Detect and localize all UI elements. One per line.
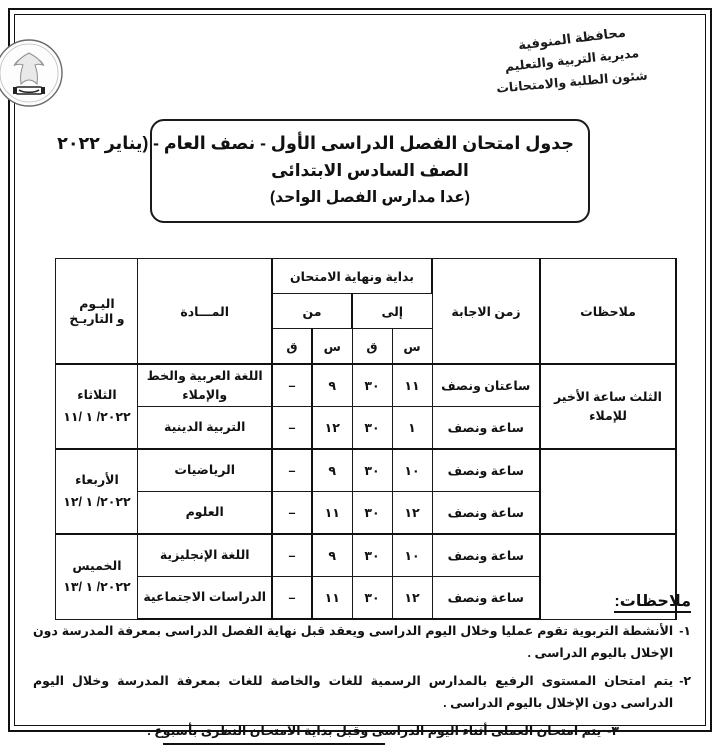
- cell-to-minute: ٣٠: [352, 492, 392, 535]
- subject-line-1: العلوم: [185, 505, 224, 520]
- notes-section: [33, 591, 691, 748]
- subject-line-1: الدراسات الاجتماعية: [143, 590, 267, 605]
- list-item: [33, 721, 691, 743]
- cell-subject: [138, 364, 272, 407]
- cell-to-hour: ١١: [392, 364, 432, 407]
- cell-subject: [138, 534, 272, 577]
- day-date-label-line2: و التاريـخ: [69, 312, 125, 326]
- page-title: جدول امتحان الفصل الدراسى الأول - نصف العام - (يناير ٢٠٢٢: [57, 133, 574, 153]
- day-name: الثلاثاء: [77, 388, 117, 403]
- document-title-box: [57, 119, 590, 223]
- page-content: [15, 15, 705, 738]
- note-text: الأنشطة التربوية تقوم عمليا وخلال اليوم الدراسى ويعقد قبل نهاية الفصل الدراسى بمعرفة المدرسة دون الإخلال باليوم الدراسى .: [33, 624, 674, 660]
- table-header-row-1: [56, 259, 676, 294]
- table-row: [56, 364, 676, 407]
- directorate-name: مديرية التربية والتعليم: [504, 46, 640, 75]
- cell-duration: ساعة ونصف: [432, 577, 540, 620]
- day-date: ٢٠٢٢/ ١ /١١: [63, 409, 131, 424]
- document-page: [8, 8, 712, 738]
- cell-to-minute: ٣٠: [352, 449, 392, 492]
- note-text: يتم امتحان المستوى الرفيع بالمدارس الرسمية للغات والخاصة للغات بمعرفة المدرسة وخلال اليوم الدراسى دون الإخلال باليوم الدراسى .: [33, 673, 674, 710]
- cell-to-minute: ٣٠: [352, 577, 392, 620]
- cell-from-minute: –: [272, 492, 312, 535]
- cell-from-hour: ٩: [312, 534, 352, 577]
- column-header-from-minute: ق: [272, 329, 312, 365]
- cell-from-minute: –: [272, 534, 312, 577]
- ministry-header: [457, 24, 687, 96]
- cell-subject: [138, 407, 272, 450]
- notes-heading: [33, 591, 691, 611]
- list-item: [33, 671, 691, 715]
- cell-to-hour: ١٠: [392, 534, 432, 577]
- subject-line-1: التربية الدينية: [164, 420, 246, 435]
- cell-duration: ساعة ونصف: [432, 492, 540, 535]
- page-inner-border: [14, 14, 706, 738]
- cell-from-minute: –: [272, 449, 312, 492]
- day-date: ٢٠٢٢/ ١ /١٣: [63, 579, 131, 594]
- cell-duration: ساعة ونصف: [432, 449, 540, 492]
- note-marker: ٣-: [607, 723, 619, 738]
- cell-from-minute: –: [272, 407, 312, 450]
- note-text: يتم امتحان العملى أثناء اليوم الدراسى وقبل بداية الامتحان النظرى بأسبوع .: [147, 723, 602, 738]
- column-header-from-hour: س: [312, 329, 352, 365]
- column-header-day-date: [56, 259, 138, 365]
- cell-from-hour: ٩: [312, 364, 352, 407]
- day-name: الخميس: [72, 558, 122, 573]
- column-header-to-minute: ق: [352, 329, 392, 365]
- eagle-seal-icon: [0, 37, 65, 109]
- column-header-to-hour: س: [392, 329, 432, 365]
- column-header-exam-period: بداية ونهاية الامتحان: [272, 259, 432, 294]
- cell-from-minute: –: [272, 364, 312, 407]
- cell-to-minute: ٣٠: [352, 407, 392, 450]
- notes-heading-text: ملاحظات:: [614, 593, 691, 613]
- department-name: شئون الطلبة والامتحانات: [495, 67, 649, 96]
- table-row: [56, 534, 676, 577]
- subject-line-1: اللغة الإنجليزية: [159, 548, 250, 563]
- day-date: ٢٠٢٢/ ١ /١٢: [63, 494, 131, 509]
- note-marker: ٢-: [679, 673, 691, 688]
- note-marker: ١-: [679, 624, 691, 638]
- cell-duration: ساعة ونصف: [432, 534, 540, 577]
- subject-line-1: الرياضيات: [174, 463, 235, 478]
- cell-subject: [138, 492, 272, 535]
- title-exclusion-note: (عدا مدارس الفصل الواحد): [270, 189, 470, 206]
- cell-subject: [138, 449, 272, 492]
- cell-to-minute: ٣٠: [352, 534, 392, 577]
- list-item: [33, 621, 691, 665]
- letterhead: [15, 15, 705, 133]
- grade-level: الصف السادس الابتدائى: [271, 161, 469, 180]
- cell-to-hour: ١: [392, 407, 432, 450]
- cell-from-hour: ١٢: [312, 407, 352, 450]
- column-header-answer-time: زمن الاجابة: [432, 259, 540, 365]
- column-header-notes: ملاحظات: [540, 259, 676, 365]
- exam-schedule-table-wrapper: [57, 258, 677, 620]
- cell-to-minute: ٣٠: [352, 364, 392, 407]
- column-header-from: من: [272, 294, 352, 329]
- cell-day-date: [56, 364, 138, 449]
- table-row: [56, 449, 676, 492]
- governorate-name: محافظة المنوفية: [517, 24, 627, 53]
- day-date-label-line1: اليـوم: [79, 297, 115, 311]
- exam-schedule-table: [55, 258, 677, 620]
- column-header-to: إلى: [352, 294, 432, 329]
- cell-duration: ساعة ونصف: [432, 407, 540, 450]
- cell-notes: الثلث ساعة الأخير للإملاء: [540, 364, 676, 449]
- day-name: الأربعاء: [75, 473, 119, 488]
- subject-line-2: والإملاء: [182, 387, 228, 402]
- cell-to-hour: ١٢: [392, 492, 432, 535]
- notes-list: [33, 621, 691, 742]
- cell-to-hour: ١٠: [392, 449, 432, 492]
- table-body: [56, 364, 676, 619]
- cell-day-date: [56, 449, 138, 534]
- cell-from-hour: ١١: [312, 577, 352, 620]
- cell-from-hour: ١١: [312, 492, 352, 535]
- table-header: [56, 259, 676, 365]
- cell-from-hour: ٩: [312, 449, 352, 492]
- cell-to-hour: ١٢: [392, 577, 432, 620]
- cell-from-minute: –: [272, 577, 312, 620]
- cell-notes: [540, 449, 676, 534]
- footer-rule: [163, 743, 385, 745]
- column-header-subject: المـــادة: [138, 259, 272, 365]
- subject-line-1: اللغة العربية والخط: [146, 369, 263, 384]
- cell-duration: ساعتان ونصف: [432, 364, 540, 407]
